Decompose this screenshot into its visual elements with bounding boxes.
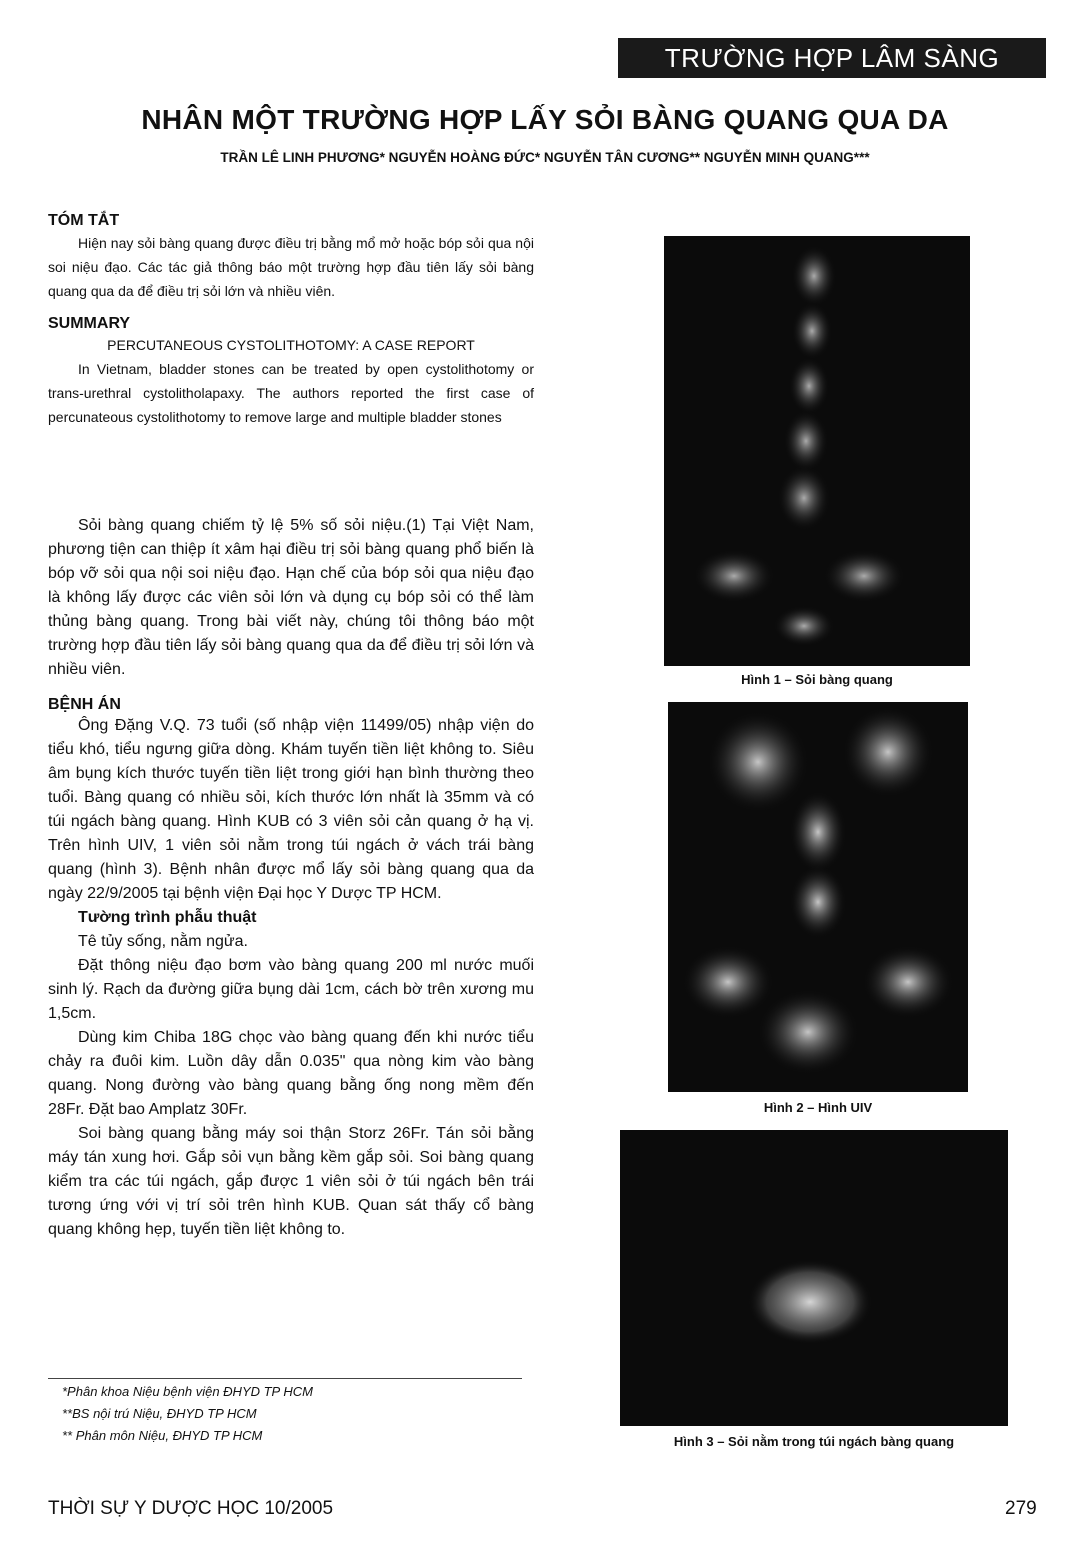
figure-2-graphic	[668, 702, 968, 1092]
figure-2-caption: Hình 2 – Hình UIV	[763, 1100, 873, 1115]
surgery-step-2: Đặt thông niệu đạo bơm vào bàng quang 200 ml nước muối sinh lý. Rạch da đường giữa bụng dài 1cm, cách bờ trên xương mu 1,5cm.	[48, 957, 534, 1022]
summary-subtitle: PERCUTANEOUS CYSTOLITHOTOMY: A CASE REPORT	[107, 337, 475, 353]
figure-1-graphic	[664, 236, 970, 666]
figure-1-caption: Hình 1 – Sỏi bàng quang	[741, 672, 893, 687]
surgery-step-1: Tê tủy sống, nằm ngửa.	[78, 933, 248, 950]
case-paragraph: Ông Đặng V.Q. 73 tuổi (số nhập viện 11499/05) nhập viện do tiểu khó, tiểu ngưng giữa dòng. Khám tuyến tiền liệt không to. Siêu âm bụng kích thước tuyến tiền liệt trong giới hạn bình thường theo tuổi. Bàng quang có nhiều sỏi, kích thước lớn nhất là 35mm và có túi ngách bàng quang. Hình KUB có 3 viên sỏi cản quang ở hạ vị. Trên hình UIV, 1 viên sỏi nằm trong túi ngách ở vách trái bàng quang (hình 3). Bệnh nhân được mổ lấy sỏi bàng quang qua da ngày 22/9/2005 tại bệnh viện Đại học Y Dược TP HCM.	[48, 717, 534, 902]
article-title: NHÂN MỘT TRƯỜNG HỢP LẤY SỎI BÀNG QUANG QUA DA	[141, 104, 949, 135]
page-number: 279	[1005, 1498, 1037, 1519]
footnote-2: **BS nội trú Niệu, ĐHYD TP HCM	[62, 1406, 257, 1421]
journal-footer: THỜI SỰ Y DƯỢC HỌC 10/2005	[48, 1498, 334, 1519]
abstract-text: Hiện nay sỏi bàng quang được điều trị bằng mổ mở hoặc bóp sỏi qua nội soi niệu đạo. Các tác giả thông báo một trường hợp đầu tiên lấy sỏi bàng quang qua da để điều trị sỏi lớn và nhiều viên.	[48, 235, 534, 299]
abstract-heading: TÓM TẮT	[48, 212, 120, 229]
surgery-step-3: Dùng kim Chiba 18G chọc vào bàng quang đến khi nước tiểu chảy ra đuôi kim. Luồn dây dẫn 0.035" qua nòng kim vào bàng quang. Nong đường vào bàng quang bằng ống nong mềm đến 28Fr. Đặt bao Amplatz 30Fr.	[48, 1029, 534, 1118]
figure-1-xray	[664, 236, 970, 666]
figure-2-xray	[668, 702, 968, 1092]
figure-3-graphic	[620, 1130, 1008, 1426]
figure-3-caption: Hình 3 – Sỏi nằm trong túi ngách bàng quang	[673, 1434, 955, 1449]
abstract-block	[48, 212, 534, 429]
case-heading: BỆNH ÁN	[48, 696, 121, 713]
footnote-divider	[48, 1378, 522, 1379]
summary-heading: SUMMARY	[48, 315, 131, 332]
figure-3-xray	[620, 1130, 1008, 1426]
surgery-step-4: Soi bàng quang bằng máy soi thận Storz 26Fr. Tán sỏi bằng máy tán xung hơi. Gắp sỏi vụn bằng kềm gắp sỏi. Soi bàng quang kiểm tra các túi ngách, gắp được 1 viên sỏi ở túi ngách bên trái tương ứng với vị trí sỏi trên hình KUB. Quan sát thấy cổ bàng quang không hẹp, tuyến tiền liệt không to.	[48, 1125, 534, 1238]
footnote-3: ** Phân môn Niệu, ĐHYD TP HCM	[62, 1428, 263, 1443]
section-banner: TRƯỜNG HỢP LÂM SÀNG	[618, 38, 1046, 78]
surgery-heading: Tường trình phẫu thuật	[78, 909, 257, 926]
body-block	[48, 514, 534, 1242]
summary-text: In Vietnam, bladder stones can be treated by open cystolithotomy or trans-urethral cystolitholapaxy. The authors reported the first case of percunateous cystolithotomy to remove large and multiple bladder stones	[48, 361, 534, 425]
footnote-1: *Phân khoa Niệu bệnh viện ĐHYD TP HCM	[62, 1384, 313, 1399]
author-list: TRẦN LÊ LINH PHƯƠNG* NGUYỄN HOÀNG ĐỨC* NGUYỄN TÂN CƯƠNG** NGUYỄN MINH QUANG***	[220, 150, 870, 165]
intro-paragraph: Sỏi bàng quang chiếm tỷ lệ 5% số sỏi niệu.(1) Tại Việt Nam, phương tiện can thiệp ít xâm hại điều trị sỏi bàng quang phổ biến là bóp vỡ sỏi qua nội soi niệu đạo. Hạn chế của bóp sỏi qua niệu đạo là không lấy được các viên sỏi lớn và dụng cụ bóp sỏi có thể làm thủng bàng quang. Trong bài viết này, chúng tôi thông báo một trường hợp đầu tiên lấy sỏi bàng quang qua da để điều trị sỏi lớn và nhiều viên.	[48, 517, 534, 678]
